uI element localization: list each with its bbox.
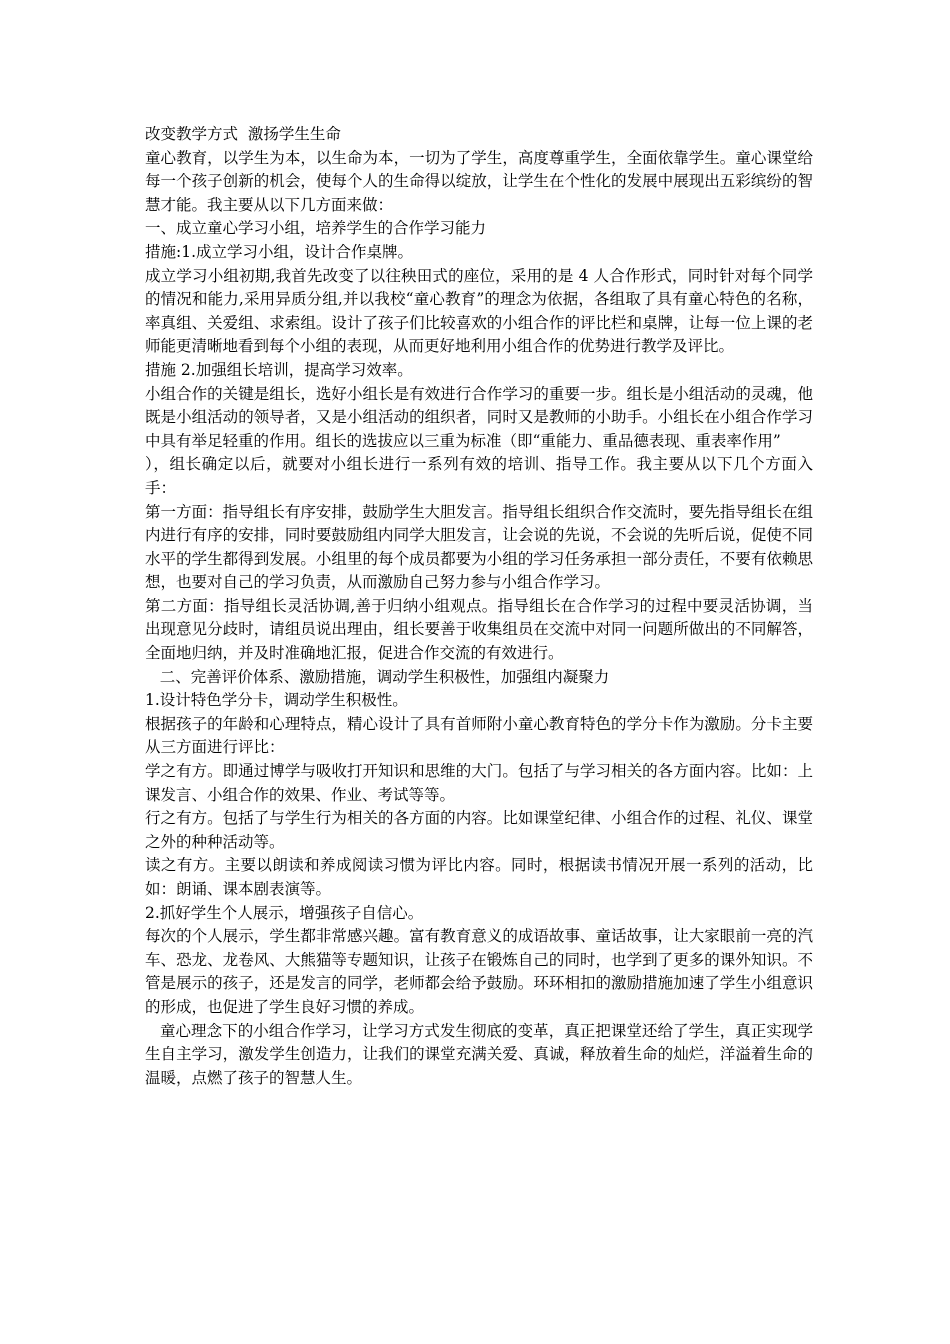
paragraph-aspect-2: 第二方面：指导组长灵活协调,善于归纳小组观点。指导组长在合作学习的过程中要灵活协调，当出现意见分歧时，请组员说出理由，组长要善于收集组员在交流中对同一问题所做出的不同解答，全面地归纳，并及时准确地汇报，促进合作交流的有效进行。: [145, 596, 813, 663]
paragraph-conclusion: 童心理念下的小组合作学习，让学习方式发生彻底的变革，真正把课堂还给了学生，真正实现学生自主学习，激发学生创造力，让我们的课堂充满关爱、真诚，释放着生命的灿烂，洋溢着生命的温暖，点燃了孩子的智慧人生。: [145, 1021, 813, 1087]
subheading-credit-card: 1.设计特色学分卡，调动学生积极性。: [145, 691, 408, 710]
paragraph-learning: 学之有方。即通过博学与吸收打开知识和思维的大门。包括了与学习相关的各方面内容。比如：上课发言、小组合作的效果、作业、考试等等。: [145, 762, 813, 804]
document-title: 改变教学方式 激扬学生生命: [145, 125, 341, 143]
paragraph-personal-show: 每次的个人展示，学生都非常感兴趣。富有教育意义的成语故事、童话故事，让大家眼前一亮的汽车、恐龙、龙卷风、大熊猫等专题知识，让孩子在锻炼自己的同时，也学到了更多的课外知识。不管是展示的孩子，还是发言的同学，老师都会给予鼓励。环环相扣的激励措施加速了学生小组意识的形成，也促进了学生良好习惯的养成。: [145, 927, 813, 1016]
document-body: [145, 123, 813, 1090]
paragraph-aspect-1: 第一方面：指导组长有序安排，鼓励学生大胆发言。指导组长组织合作交流时，要先指导组长在组内进行有序的安排，同时要鼓励组内同学大胆发言，让会说的先说，不会说的先听后说，促使不同水平的学生都得到发展。小组里的每个成员都要为小组的学习任务承担一部分责任，不要有依赖思想，也要对自己的学习负责，从而激励自己努力参与小组合作学习。: [145, 502, 813, 592]
paragraph-intro: 童心教育，以学生为本，以生命为本，一切为了学生，高度尊重学生，全面依靠学生。童心课堂给每一个孩子创新的机会，使每个人的生命得以绽放，让学生在个性化的发展中展现出五彩缤纷的智慧才能。我主要从以下几方面来做：: [145, 148, 813, 214]
paragraph-behavior: 行之有方。包括了与学生行为相关的各方面的内容。比如课堂纪律、小组合作的过程、礼仪、课堂之外的种种活动等。: [145, 809, 813, 851]
section-heading-2: 二、完善评价体系、激励措施，调动学生积极性，加强组内凝聚力: [145, 667, 610, 686]
measure-heading-1: 措施:1.成立学习小组，设计合作桌牌。: [145, 242, 414, 261]
paragraph-group-setup: 成立学习小组初期,我首先改变了以往秧田式的座位，采用的是 4 人合作形式，同时针对每个同学的情况和能力,采用异质分组,并以我校“童心教育”的理念为依据，各组取了具有童心特色的名称，率真组、关爱组、求索组。设计了孩子们比较喜欢的小组合作的评比栏和桌牌，让每一位上课的老师能更清晰地看到每个小组的表现，从而更好地利用小组合作的优势进行教学及评比。: [145, 266, 813, 356]
measure-heading-2: 措施 2.加强组长培训，提高学习效率。: [145, 360, 413, 379]
paragraph-reading: 读之有方。主要以朗读和养成阅读习惯为评比内容。同时，根据读书情况开展一系列的活动，比如：朗诵、课本剧表演等。: [145, 856, 813, 898]
paragraph-leader-training: ），组长确定以后，就要对小组长进行一系列有效的培训、指导工作。我主要从以下几个方面入手：: [145, 455, 813, 497]
paragraph-group-leader: 小组合作的关键是组长，选好小组长是有效进行合作学习的重要一步。组长是小组活动的灵魂，他既是小组活动的领导者，又是小组活动的组织者，同时又是教师的小助手。小组长在小组合作学习中具有举足轻重的作用。组长的选拔应以三重为标准（即“重能力、重品德表现、重表率作用”: [145, 384, 813, 450]
paragraph-credit-card: 根据孩子的年龄和心理特点，精心设计了具有首师附小童心教育特色的学分卡作为激励。分卡主要从三方面进行评比：: [145, 714, 813, 757]
section-heading-1: 一、成立童心学习小组，培养学生的合作学习能力: [145, 219, 487, 238]
subheading-personal-show: 2.抓好学生个人展示，增强孩子自信心。: [145, 903, 424, 922]
